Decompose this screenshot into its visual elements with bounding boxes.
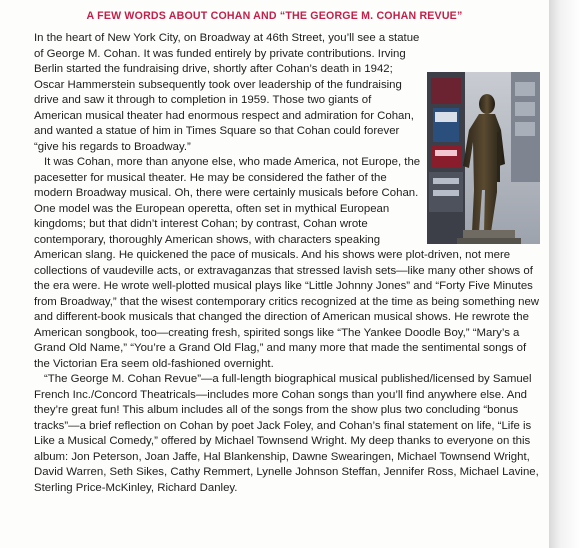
statue-photo-image	[427, 72, 540, 244]
article-body	[34, 31, 539, 496]
paragraph-statue: In the heart of New York City, on Broadway at 46th Street, you’ll see a statue of George M. Cohan. It was funded entirely by private contributions. Irving Berlin started the fundraising drive, shortly after Cohan’s death in 1942; Oscar Hammerstein subsequently took over leadership of the fundraising drive and saw it through to completion in 1959. Those two giants of American musical theater had enormous respect and admiration for Cohan, and wanted a statue of him in Times Square so that Cohan could forever “give his regards to Broadway.”	[34, 32, 420, 153]
paragraph-cohan-legacy: It was Cohan, more than anyone else, who made America, not Europe, the pacesetter for musical theater. He may be considered the father of the modern Broadway musical. Oh, there were certainly musicals before Cohan. One model was the European operetta, often set in mythical European kingdoms; but that didn’t interest Cohan; by contrast, Cohan wrote contemporary, thoroughly American shows, with characters speaking American slang. He quickened the pace of musicals. And his shows were plot-driven, not mere collections of vaudeville acts, or extravaganzas that stressed lavish sets—like many other shows of the era were. He wrote well-plotted musical plays like “Little Johnny Jones” and “Forty Five Minutes from Broadway,” that the wisest contemporary critics recognized at the time as being something new and different-book musicals that changed the direction of American musical shows. He rewrote the American songbook, too—creating fresh, spirited songs like “The Yankee Doodle Boy,” “Mary’s a Grand Old Name,” “You’re a Grand Old Flag,” and many more that made the sentimental songs of the Victorian Era seem old-fashioned overnight.	[34, 156, 540, 370]
page-edge-shadow	[549, 0, 581, 548]
page-title: A FEW WORDS ABOUT COHAN AND “THE GEORGE M. COHAN REVUE”	[86, 10, 463, 22]
paragraph-revue-album: “The George M. Cohan Revue”—a full-length biographical musical published/licensed by Samuel French Inc./Concord Theatricals—includes more Cohan songs than you’ll find anywhere else. And they’re great fun! This album includes all of the songs from the show plus two concluding “bonus tracks”—a brief reflection on Cohan by poet Jack Foley, and Cohan’s final statement on life, “Life is Like a Musical Comedy,” offered by Michael Townsend Wright. My deep thanks to everyone on this album: Jon Peterson, Joan Jaffe, Hal Blankenship, Dawne Swearingen, Michael Townsend Wright, David Warren, Seth Sikes, Cathy Remmert, Lynelle Johnson Steffan, Jennifer Ross, Michael Lavine, Sterling Price-McKinley, Richard Danley.	[34, 373, 539, 494]
cohan-statue-photo	[427, 72, 540, 244]
